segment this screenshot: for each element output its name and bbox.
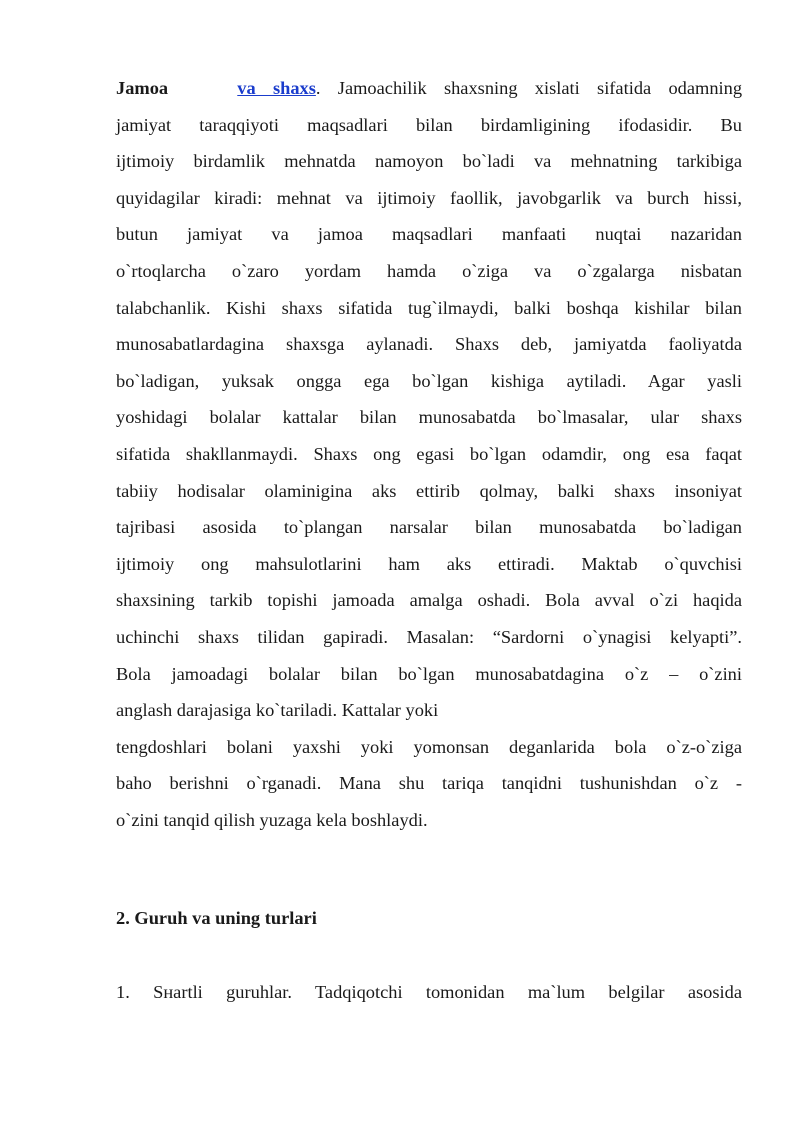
paragraph-line-19: tengdoshlari bolani yaxshi yoki yomonsan deganlarida bola o`z-o`ziga (116, 736, 742, 757)
next-paragraph-line: 1. Sнartli guruhlar. Tadqiqotchi tomonidan ma`lum belgilar asosida (116, 982, 742, 1003)
paragraph-line-21: o`zini tanqid qilish yuzaga kela boshlaydi. (116, 809, 428, 830)
spacer (116, 838, 742, 900)
spacer (116, 937, 742, 974)
paragraph-line-13: tajribasi asosida to`plangan narsalar bilan munosabatda bo`ladigan (116, 517, 742, 538)
paragraph-line-11: sifatida shakllanmaydi. Shaxs ong egasi bo`lgan odamdir, ong esa faqat (116, 443, 742, 464)
paragraph-line-17: Bola jamoadagi bolalar bilan bo`lgan munosabatdagina o`z – o`zini (116, 663, 742, 684)
section-heading: 2. Guruh va uning turlari (116, 908, 317, 929)
paragraph-line-10: yoshidagi bolalar kattalar bilan munosabatda bo`lmasalar, ular shaxs (116, 407, 742, 428)
lead-term: Jamoa (116, 78, 169, 98)
paragraph-line-14: ijtimoiy ong mahsulotlarini ham aks ettiradi. Maktab o`quvchisi (116, 553, 742, 574)
paragraph-line-1 (116, 70, 742, 107)
paragraph-line-5: butun jamiyat va jamoa maqsadlari manfaati nuqtai nazaridan (116, 224, 742, 245)
paragraph-line-12: tabiiy hodisalar olaminigina aks ettirib qolmay, balki shaxs insoniyat (116, 480, 742, 501)
paragraph-line-1-text: . Jamoachilik shaxsning xislati sifatida odamning (315, 78, 743, 98)
paragraph-line-8: munosabatlardagina shaxsga aylanadi. Shaxs deb, jamiyatda faoliyatda (116, 334, 742, 355)
va-shaxs-link[interactable]: va shaxs (237, 78, 316, 98)
paragraph-line-9: bo`ladigan, yuksak ongga ega bo`lgan kishiga aytiladi. Agar yasli (116, 370, 742, 391)
paragraph-line-16: uchinchi shaxs tilidan gapiradi. Masalan: “Sardorni o`ynagisi kelyapti”. (116, 626, 742, 647)
paragraph-line-6: o`rtoqlarcha o`zaro yordam hamda o`ziga va o`zgalarga nisbatan (116, 260, 742, 281)
paragraph-line-3: ijtimoiy birdamlik mehnatda namoyon bo`ladi va mehnatning tarkibiga (116, 151, 742, 172)
paragraph-line-2: jamiyat taraqqiyoti maqsadlari bilan birdamligining ifodasidir. Bu (116, 114, 742, 135)
paragraph-line-18: anglash darajasiga ko`tariladi. Kattalar yoki (116, 700, 439, 721)
paragraph-line-4: quyidagilar kiradi: mehnat va ijtimoiy faollik, javobgarlik va burch hissi, (116, 187, 742, 208)
paragraph-line-15: shaxsining tarkib topishi jamoada amalga oshadi. Bola avval o`zi haqida (116, 590, 742, 611)
paragraph-line-20: baho berishni o`rganadi. Mana shu tariqa tanqidni tushunishdan o`z - (116, 773, 742, 794)
document-page (116, 70, 742, 1011)
paragraph-line-7: talabchanlik. Kishi shaxs sifatida tug`ilmaydi, balki boshqa kishilar bilan (116, 297, 742, 318)
